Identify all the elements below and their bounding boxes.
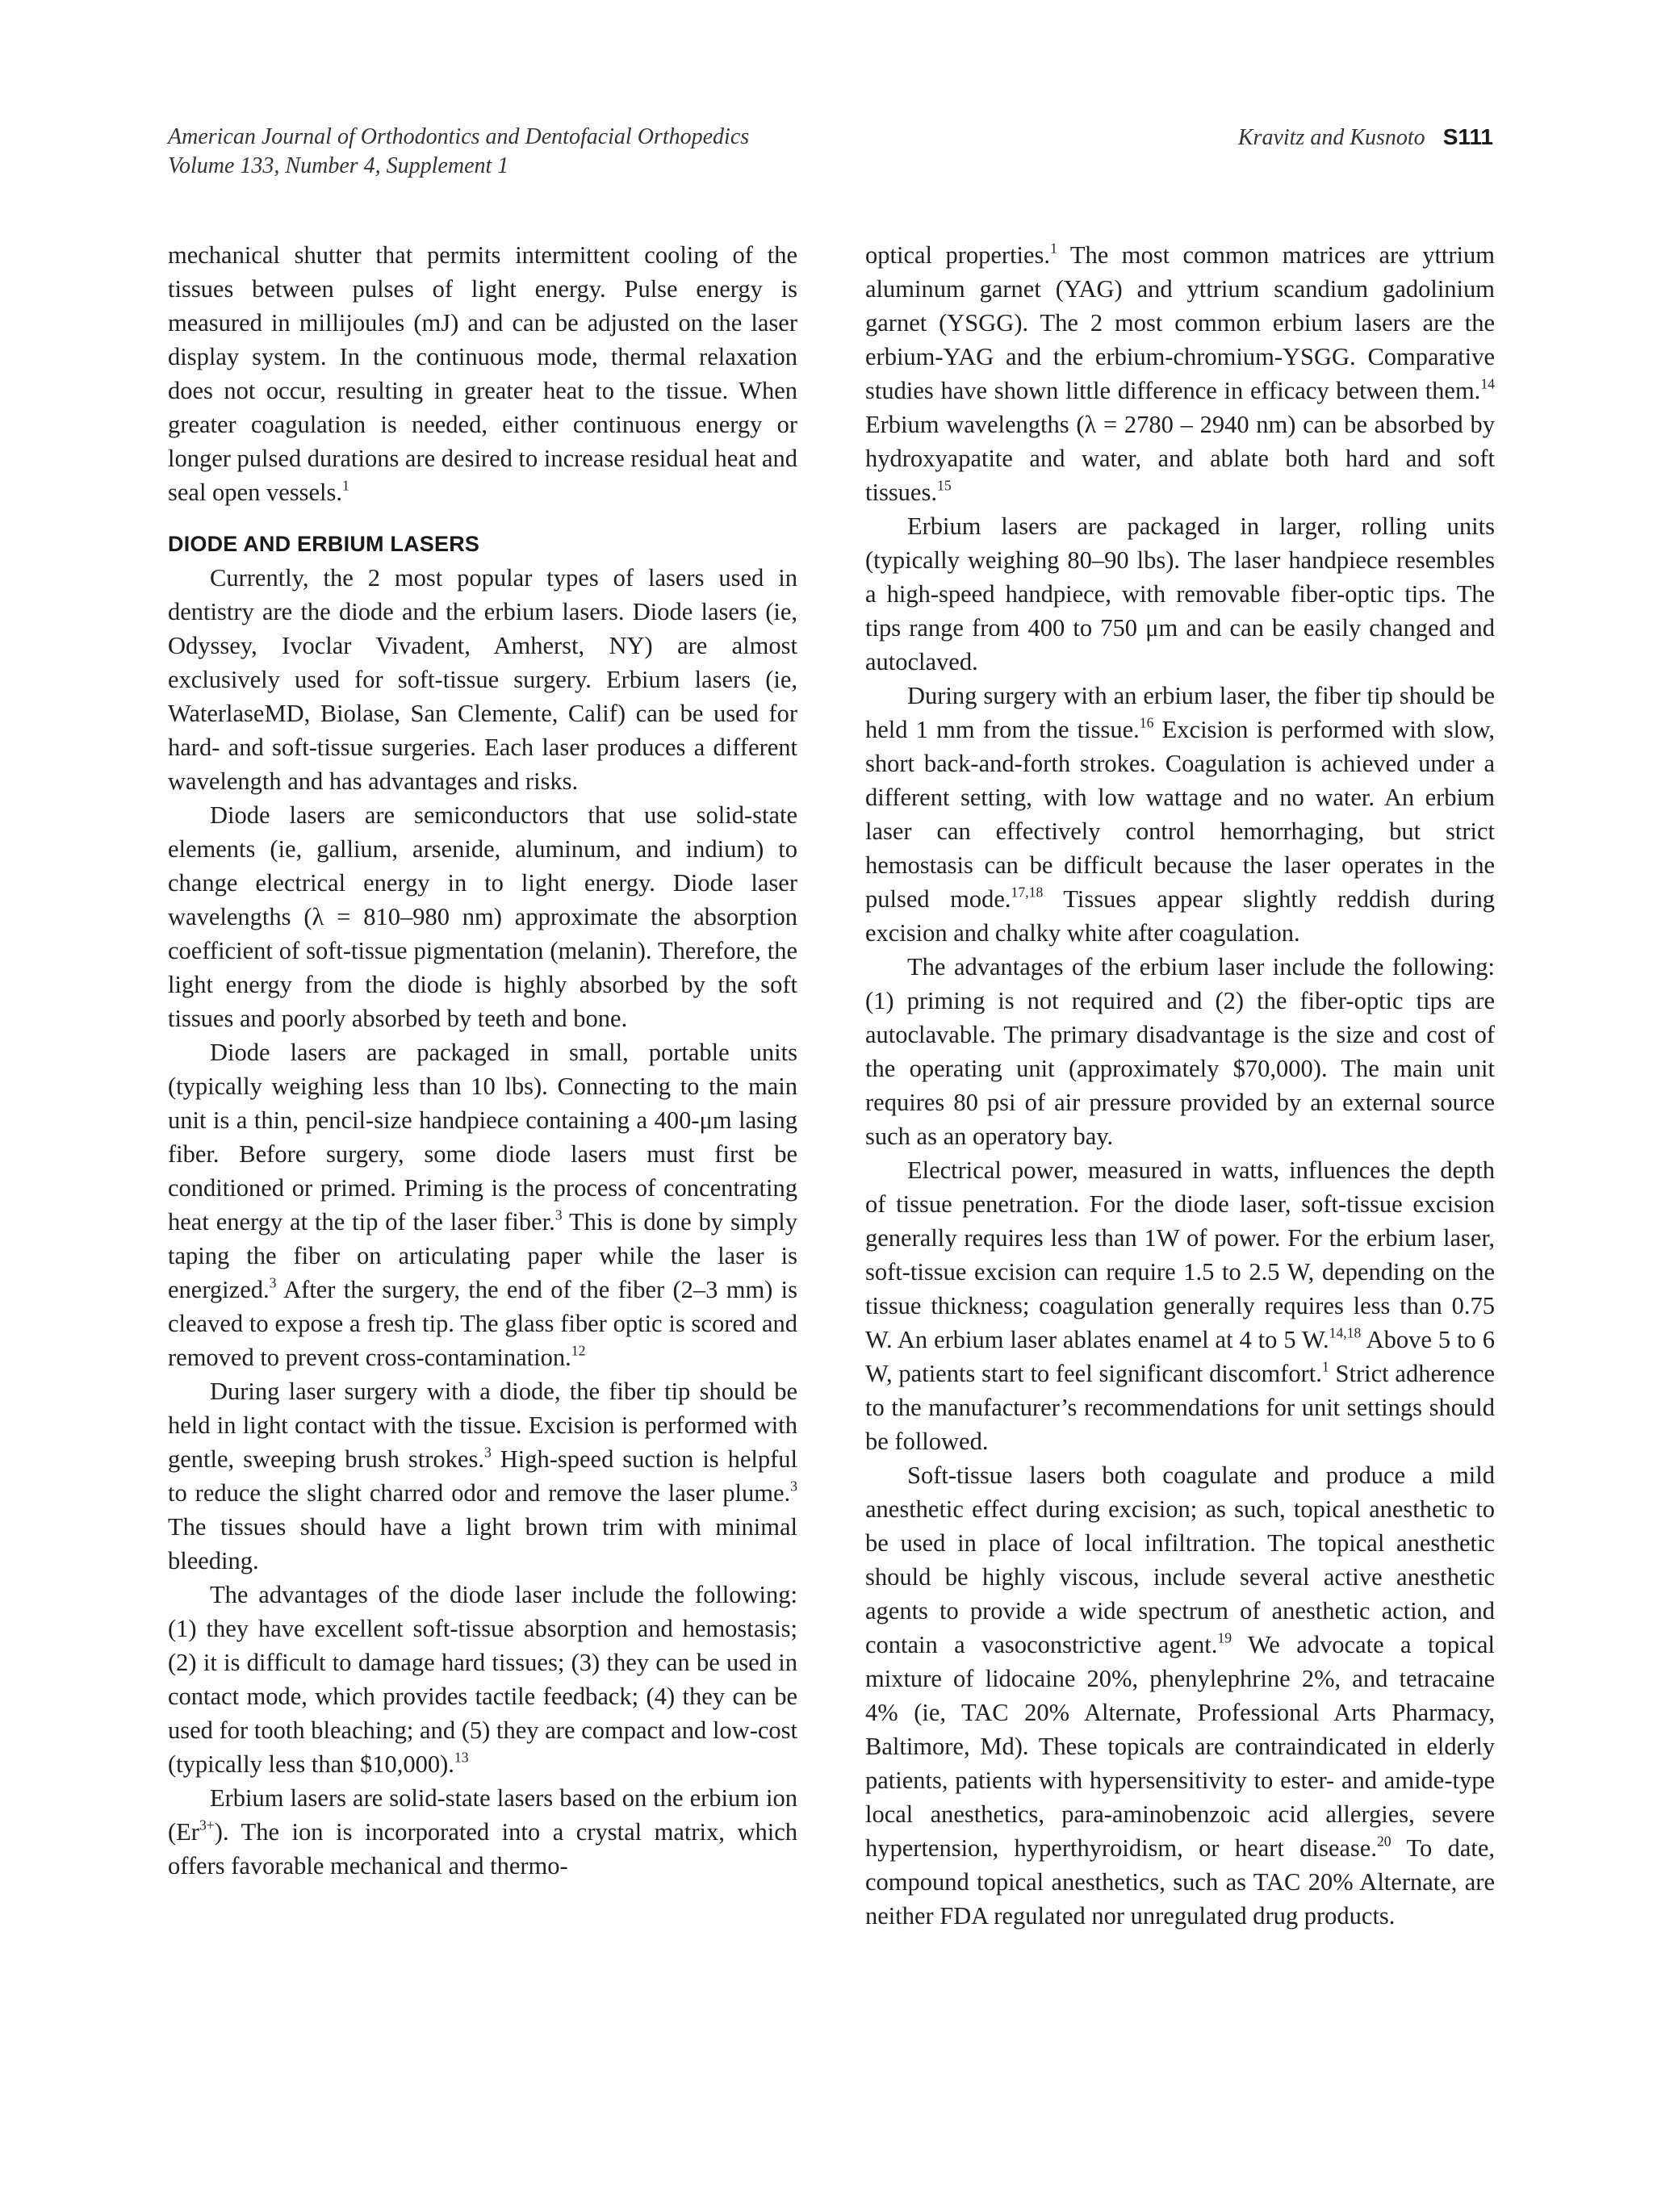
citation: 1	[1321, 1358, 1329, 1375]
citation: 14	[1480, 375, 1495, 392]
citation: 3	[790, 1478, 797, 1495]
paragraph: During surgery with an erbium laser, the fiber tip should be held 1 mm from the tissue.$^{16}$ Excision is performed with slow, short back-and-forth strokes. Coagulation is achieved under a different setting, with low wattage and no water. An erbium laser can effectively control hemorrhaging, but strict hemostasis can be difficult because the laser operates in the pulsed mode.$^{17,18}$ Tissues appear slightly reddish during excision and chalky white after coagulation.	[865, 682, 1495, 947]
paragraph: Diode lasers are packaged in small, portable units (typically weighing less than 10 lbs). Connecting to the main unit is a thin, pencil-size handpiece containing a 400-μm lasing fiber. Before surgery, some diode lasers must first be conditioned or primed. Priming is the process of concentrating heat energy at the tip of the laser fiber.$^3$ This is done by simply taping the fiber on articulating paper while the laser is energized.$^3$ After the surgery, the end of the fiber (2–3 mm) is cleaved to expose a fresh tip. The glass fiber optic is scored and removed to prevent cross-contamination.$^{12}$	[168, 1039, 797, 1371]
paragraph: Soft-tissue lasers both coagulate and produce a mild anesthetic effect during excision; as such, topical anesthetic to be used in place of local infiltration. The topical anesthetic should be highly viscous, include several active anesthetic agents to provide a wide spectrum of anesthetic action, and contain a vasoconstrictive agent.$^{19}$ We advocate a topical mixture of lidocaine 20%, phenylephrine 2%, and tetracaine 4% (ie, TAC 20% Alternate, Professional Arts Pharmacy, Baltimore, Md). These topicals are contraindicated in elderly patients, patients with hypersensitivity to ester- and amide-type local anesthetics, para-aminobenzoic acid allergies, severe hypertension, hyperthyroidism, or heart disease.$^{20}$ To date, compound topical anesthetics, such as TAC 20% Alternate, are neither FDA regulated nor unregulated drug products.	[865, 1461, 1495, 1930]
citation: 12	[571, 1342, 586, 1359]
citation: 19	[1217, 1629, 1232, 1646]
citation: 1	[342, 477, 349, 494]
citation: 3	[483, 1444, 492, 1461]
citation: 15	[936, 477, 952, 494]
page-number: S111	[1442, 124, 1493, 149]
citation: 16	[1139, 714, 1154, 731]
right-column	[865, 238, 1495, 1933]
paragraph: Currently, the 2 most popular types of lasers used in dentistry are the diode and the erbium lasers. Diode lasers (ie, Odyssey, Ivoclar Vivadent, Amherst, NY) are almost exclusively used for soft-tissue surgery. Erbium lasers (ie, WaterlaseMD, Biolase, San Clemente, Calif) can be used for hard- and soft-tissue surgeries. Each laser produces a different wavelength and has advantages and risks.	[168, 564, 797, 795]
citation: 3	[554, 1206, 563, 1223]
citation: 13	[454, 1749, 469, 1766]
section-heading: DIODE AND ERBIUM LASERS	[168, 532, 480, 556]
citation: 14,18	[1329, 1324, 1362, 1341]
paragraph: Erbium lasers are packaged in larger, rolling units (typically weighing 80–90 lbs). The laser handpiece resembles a high-speed handpiece, with removable fiber-optic tips. The tips range from 400 to 750 μm and can be easily changed and autoclaved.	[865, 512, 1495, 675]
ion-charge: 3+	[199, 1817, 215, 1834]
journal-title: American Journal of Orthodontics and Dentofacial Orthopedics	[168, 124, 750, 149]
citation: 3	[269, 1274, 277, 1291]
citation: 20	[1376, 1833, 1391, 1850]
paragraph: The advantages of the erbium laser include the following: (1) priming is not required and (2) the fiber-optic tips are autoclavable. The primary disadvantage is the size and cost of the operating unit (approximately $70,000). The main unit requires 80 psi of air pressure provided by an external source such as an operatory bay.	[865, 953, 1495, 1150]
header-right	[1238, 123, 1493, 153]
paragraph-continued: optical properties.$^1$ The most common matrices are yttrium aluminum garnet (YAG) and yttrium scandium gadolinium garnet (YSGG). The 2 most common erbium lasers are the erbium-YAG and the erbium-chromium-YSGG. Comparative studies have shown little difference in efficacy between them.$^{14}$ Erbium wavelengths (λ = 2780 – 2940 nm) can be absorbed by hydroxyapatite and water, and ablate both hard and soft tissues.$^{15}$	[865, 240, 1496, 506]
paragraph: Erbium lasers are solid-state lasers based on the erbium ion $(Er^{3+})$. The ion is incorporated into a crystal matrix, which offers favorable mechanical and thermo-	[168, 1784, 797, 1880]
paragraph: During laser surgery with a diode, the fiber tip should be held in light contact with the tissue. Excision is performed with gentle, sweeping brush strokes.$^3$ High-speed suction is helpful to reduce the slight charred odor and remove the laser plume.$^3$ The tissues should have a light brown trim with minimal bleeding.	[168, 1378, 797, 1574]
paragraph: Diode lasers are semiconductors that use solid-state elements (ie, gallium, arsenide, aluminum, and indium) to change electrical energy in to light energy. Diode laser wavelengths (λ = 810–980 nm) approximate the absorption coefficient of soft-tissue pigmentation (melanin). Therefore, the light energy from the diode is highly absorbed by the soft tissues and poorly absorbed by teeth and bone.	[168, 801, 797, 1032]
citation: 17,18	[1011, 884, 1044, 901]
left-column	[168, 238, 797, 1883]
author-names: Kravitz and Kusnoto	[1237, 125, 1425, 150]
paragraph: Electrical power, measured in watts, influences the depth of tissue penetration. For the diode laser, soft-tissue excision generally requires less than 1W of power. For the erbium laser, soft-tissue excision can require 1.5 to 2.5 W, depending on the tissue thickness; coagulation generally requires less than 0.75 W. An erbium laser ablates enamel at 4 to 5 W.$^{14,18}$ Above 5 to 6 W, patients start to feel significant discomfort.$^1$ Strict adherence to the manufacturer’s recommendations for unit settings should be followed.	[865, 1156, 1495, 1455]
paragraph-continued: mechanical shutter that permits intermittent cooling of the tissues between pulses of light energy. Pulse energy is measured in millijoules (mJ) and can be adjusted on the laser display system. In the continuous mode, thermal relaxation does not occur, resulting in greater heat to the tissue. When greater coagulation is needed, either continuous energy or longer pulsed durations are desired to increase residual heat and seal open vessels.$^1$	[168, 241, 797, 506]
citation: 1	[1050, 240, 1057, 257]
paragraph: The advantages of the diode laser include the following: (1) they have excellent soft-tissue absorption and hemostasis; (2) it is difficult to damage hard tissues; (3) they can be used in contact mode, which provides tactile feedback; (4) they can be used for tooth bleaching; and (5) they are compact and low-cost (typically less than $10,000).$^{13}$	[168, 1581, 797, 1778]
volume-info: Volume 133, Number 4, Supplement 1	[168, 153, 509, 178]
